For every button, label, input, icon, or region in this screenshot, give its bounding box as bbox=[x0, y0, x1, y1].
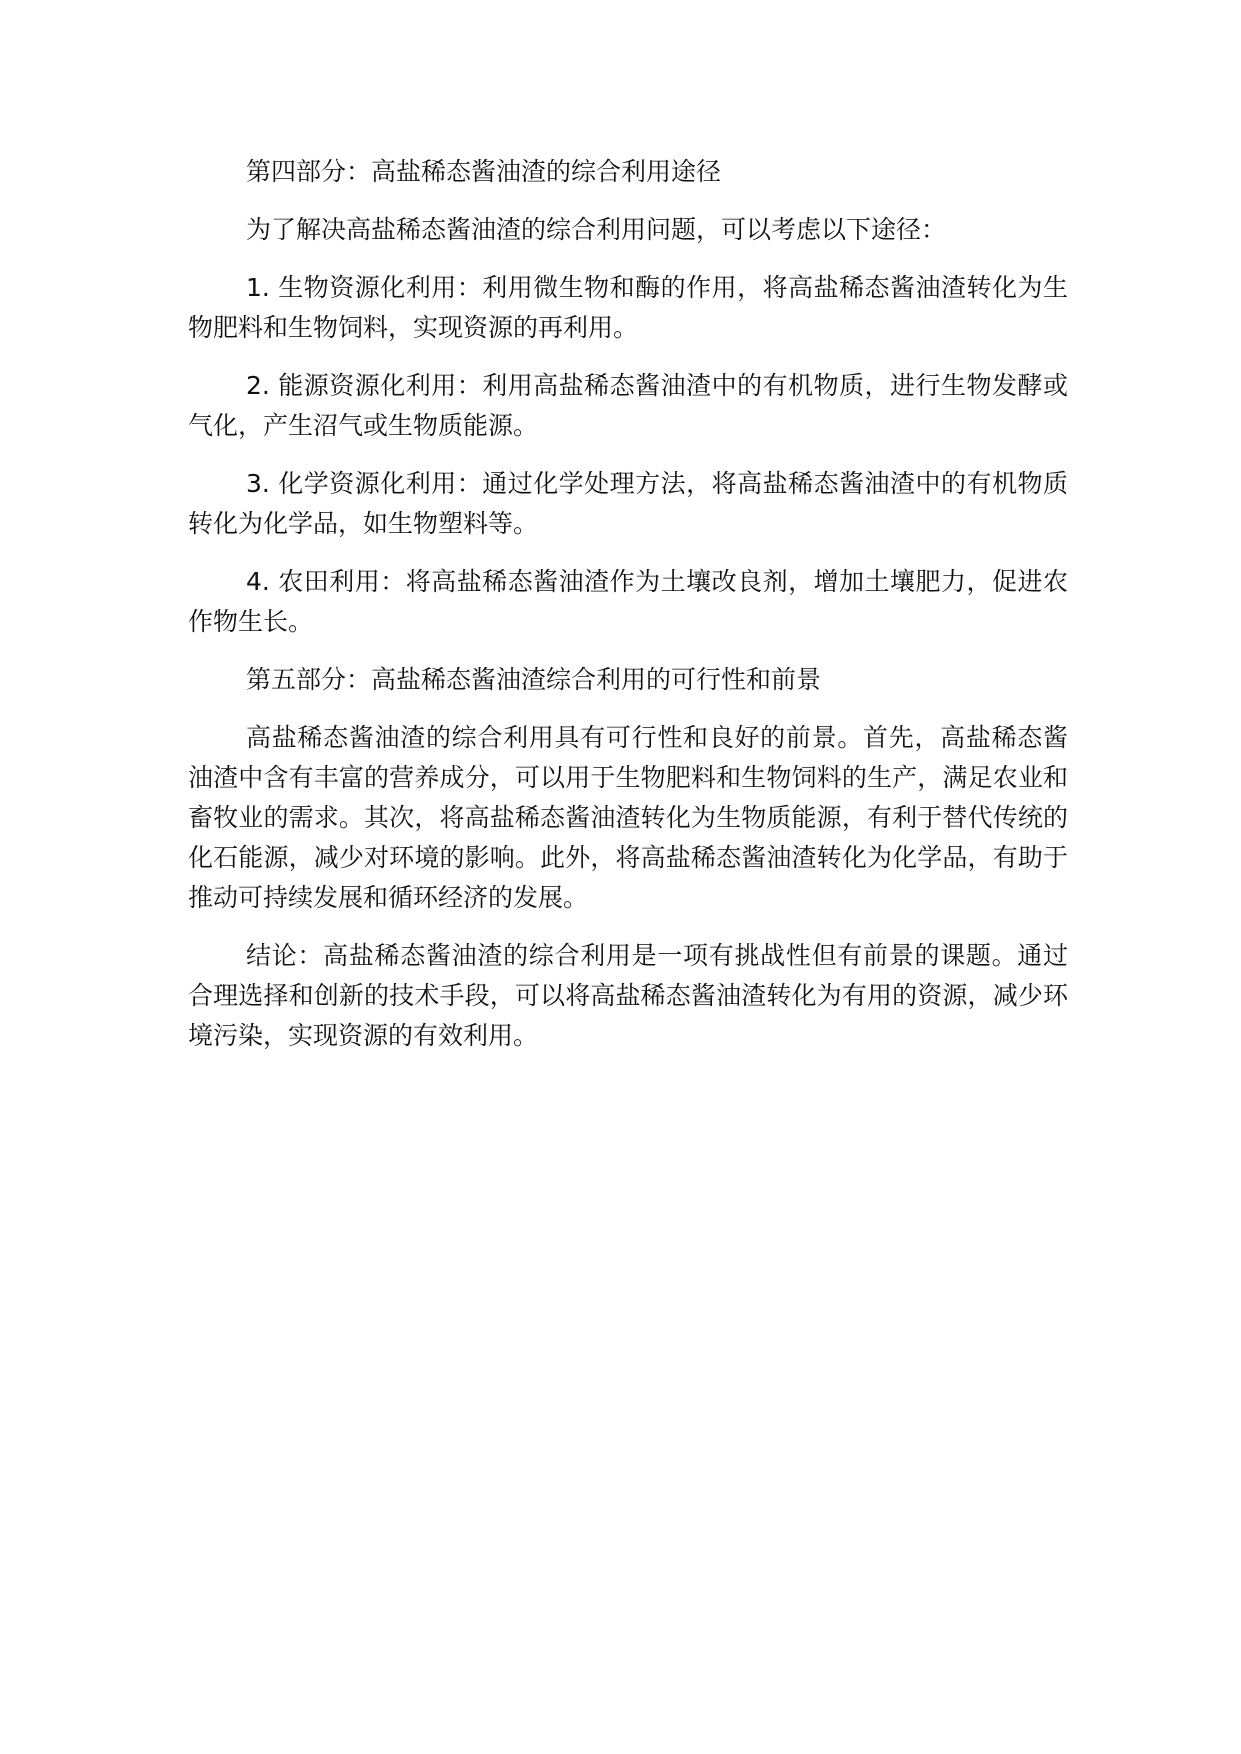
document-body bbox=[188, 152, 1068, 1074]
list-item-4: 4. 农田利用：将高盐稀态酱油渣作为土壤改良剂，增加土壤肥力，促进农作物生长。 bbox=[188, 567, 1068, 636]
section-heading-part-five: 第五部分：高盐稀态酱油渣综合利用的可行性和前景 bbox=[246, 665, 822, 694]
intro-paragraph: 为了解决高盐稀态酱油渣的综合利用问题，可以考虑以下途径： bbox=[246, 215, 947, 244]
conclusion-paragraph: 结论：高盐稀态酱油渣的综合利用是一项有挑战性但有前景的课题。通过合理选择和创新的技术手段，可以将高盐稀态酱油渣转化为有用的资源，减少环境污染，实现资源的有效利用。 bbox=[188, 941, 1068, 1050]
list-item-2: 2. 能源资源化利用：利用高盐稀态酱油渣中的有机物质，进行生物发酵或气化，产生沼气或生物质能源。 bbox=[188, 371, 1068, 440]
list-item-3: 3. 化学资源化利用：通过化学处理方法，将高盐稀态酱油渣中的有机物质转化为化学品，如生物塑料等。 bbox=[188, 469, 1068, 538]
section-heading-part-four: 第四部分：高盐稀态酱油渣的综合利用途径 bbox=[246, 157, 722, 186]
list-item-1: 1. 生物资源化利用：利用微生物和酶的作用，将高盐稀态酱油渣转化为生物肥料和生物饲料，实现资源的再利用。 bbox=[188, 273, 1068, 342]
feasibility-paragraph: 高盐稀态酱油渣的综合利用具有可行性和良好的前景。首先，高盐稀态酱油渣中含有丰富的营养成分，可以用于生物肥料和生物饲料的生产，满足农业和畜牧业的需求。其次，将高盐稀态酱油渣转化为生物质能源，有利于替代传统的化石能源，减少对环境的影响。此外，将高盐稀态酱油渣转化为化学品，有助于推动可持续发展和循环经济的发展。 bbox=[188, 723, 1068, 912]
